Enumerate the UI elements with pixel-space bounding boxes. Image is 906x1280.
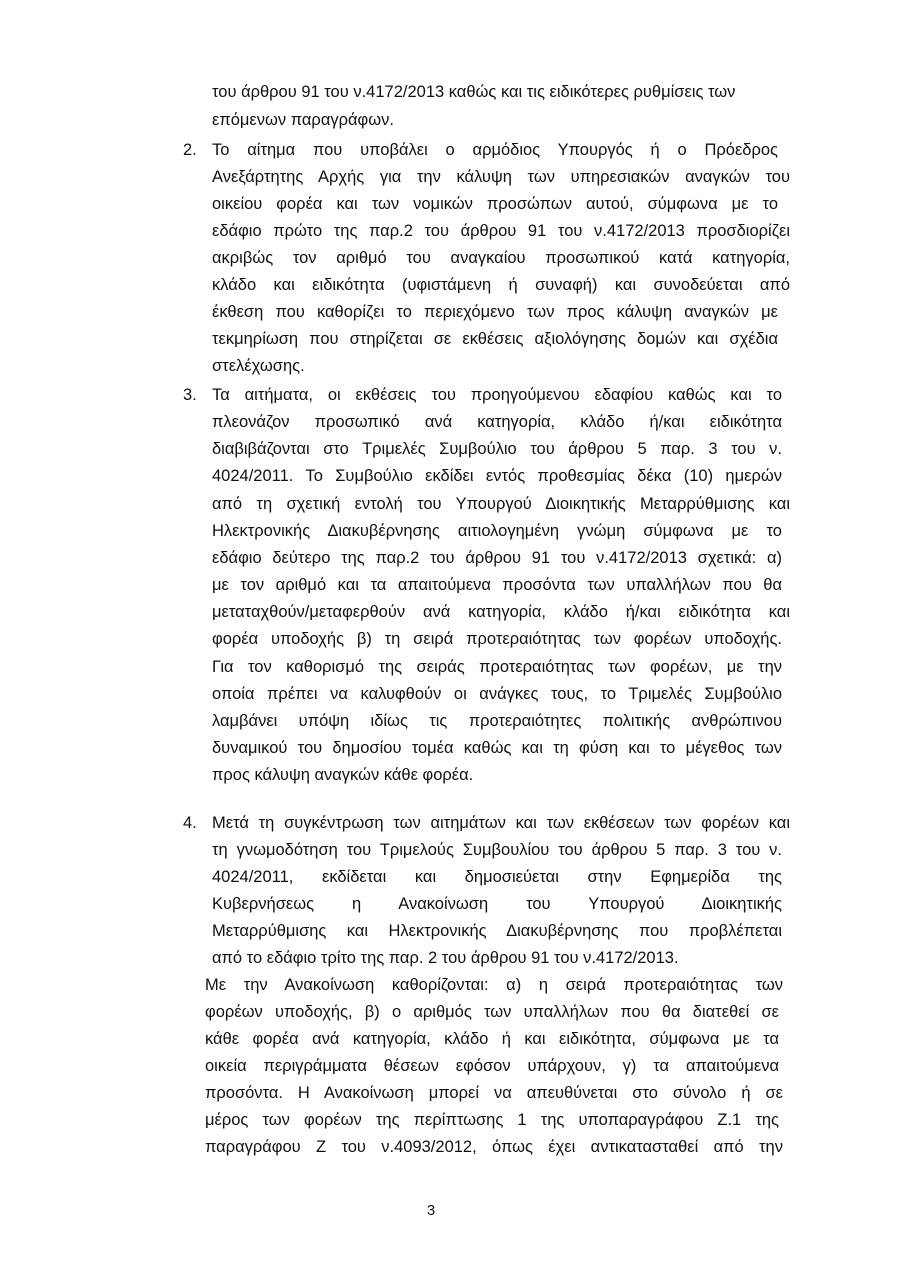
list-item-line: μεταταχθούν/μεταφερθούν ανά κατηγορία, κλάδο ή/και ειδικότητα και: [212, 603, 790, 621]
list-item-line: οποία πρέπει να καλυφθούν οι ανάγκες τους, το Τριμελές Συμβούλιο: [212, 685, 782, 703]
list-item-line: εδάφιο πρώτο της παρ.2 του άρθρου 91 του ν.4172/2013 προσδιορίζει: [212, 222, 790, 240]
list-item-line: με τον αριθμό και τα απαιτούμενα προσόντα των υπαλλήλων που θα: [212, 576, 782, 594]
list-item-number: 3.: [183, 386, 197, 404]
page-number: 3: [426, 1202, 436, 1219]
list-item-line: Μετά τη συγκέντρωση των αιτημάτων και των εκθέσεων των φορέων και: [212, 814, 790, 832]
intro-line: του άρθρου 91 του ν.4172/2013 καθώς και τις ειδικότερες ρυθμίσεις των: [212, 83, 736, 101]
paragraph-line: οικεία περιγράμματα θέσεων εφόσον υπάρχουν, γ) τα απαιτούμενα: [205, 1057, 779, 1075]
list-item-line: έκθεση που καθορίζει το περιεχόμενο των προς κάλυψη αναγκών με: [212, 303, 778, 321]
list-item-line: διαβιβάζονται στο Τριμελές Συμβούλιο του άρθρου 5 παρ. 3 του ν.: [212, 440, 782, 458]
list-item-line: τεκμηρίωση που στηρίζεται σε εκθέσεις αξιολόγησης δομών και σχέδια: [212, 330, 778, 348]
list-item-line: οικείου φορέα και των νομικών προσώπων αυτού, σύμφωνα με το: [212, 195, 778, 213]
list-item-line: Το αίτημα που υποβάλει ο αρμόδιος Υπουργός ή ο Πρόεδρος: [212, 141, 778, 159]
intro-line: επόμενων παραγράφων.: [212, 111, 394, 129]
paragraph-line: κάθε φορέα ανά κατηγορία, κλάδο ή και ειδικότητα, σύμφωνα με τα: [205, 1030, 779, 1048]
list-item-line: Ηλεκτρονικής Διακυβέρνησης αιτιολογημένη γνώμη σύμφωνα με το: [212, 522, 782, 540]
list-item-number: 4.: [183, 814, 197, 832]
paragraph-line: Με την Ανακοίνωση καθορίζονται: α) η σειρά προτεραιότητας των: [205, 976, 783, 994]
list-item-number: 2.: [183, 141, 197, 159]
list-item-line: κλάδο και ειδικότητα (υφιστάμενη ή συναφή) και συνοδεύεται από: [212, 276, 790, 294]
paragraph-line: φορέων υποδοχής, β) ο αριθμός των υπαλλήλων που θα διατεθεί σε: [205, 1003, 779, 1021]
list-item-line: δυναμικού του δημοσίου τομέα καθώς και τη φύση και το μέγεθος των: [212, 739, 782, 757]
list-item-line: Για τον καθορισμό της σειράς προτεραιότητας των φορέων, με την: [212, 658, 782, 676]
list-item-line: από τη σχετική εντολή του Υπουργού Διοικητικής Μεταρρύθμισης και: [212, 495, 790, 513]
list-item-line: Κυβερνήσεως η Ανακοίνωση του Υπουργού Διοικητικής: [212, 895, 782, 913]
paragraph-line: μέρος των φορέων της περίπτωσης 1 της υποπαραγράφου Ζ.1 της: [205, 1111, 779, 1129]
list-item-line: από το εδάφιο τρίτο της παρ. 2 του άρθρου 91 του ν.4172/2013.: [212, 949, 679, 967]
list-item-line: 4024/2011. Το Συμβούλιο εκδίδει εντός προθεσμίας δέκα (10) ημερών: [212, 467, 782, 485]
list-item-line: τη γνωμοδότηση του Τριμελούς Συμβουλίου του άρθρου 5 παρ. 3 του ν.: [212, 841, 782, 859]
list-item-line: λαμβάνει υπόψη ιδίως τις προτεραιότητες πολιτικής ανθρώπινου: [212, 712, 782, 730]
list-item-line: πλεονάζον προσωπικό ανά κατηγορία, κλάδο ή/και ειδικότητα: [212, 413, 782, 431]
list-item-line: φορέα υποδοχής β) τη σειρά προτεραιότητας των φορέων υποδοχής.: [212, 630, 782, 648]
list-item-line: εδάφιο δεύτερο της παρ.2 του άρθρου 91 του ν.4172/2013 σχετικά: α): [212, 549, 782, 567]
list-item-line: Τα αιτήματα, οι εκθέσεις του προηγούμενου εδαφίου καθώς και το: [212, 386, 782, 404]
list-item-line: Μεταρρύθμισης και Ηλεκτρονικής Διακυβέρνησης που προβλέπεται: [212, 922, 782, 940]
list-item-line: 4024/2011, εκδίδεται και δημοσιεύεται στην Εφημερίδα της: [212, 868, 782, 886]
list-item-line: στελέχωσης.: [212, 357, 305, 375]
paragraph-line: προσόντα. Η Ανακοίνωση μπορεί να απευθύνεται στο σύνολο ή σε: [205, 1084, 783, 1102]
list-item-line: Ανεξάρτητης Αρχής για την κάλυψη των υπηρεσιακών αναγκών του: [212, 168, 790, 186]
list-item-line: προς κάλυψη αναγκών κάθε φορέα.: [212, 766, 474, 784]
paragraph-line: παραγράφου Ζ του ν.4093/2012, όπως έχει αντικατασταθεί από την: [205, 1138, 783, 1156]
list-item-line: ακριβώς τον αριθμό του αναγκαίου προσωπικού κατά κατηγορία,: [212, 249, 790, 267]
